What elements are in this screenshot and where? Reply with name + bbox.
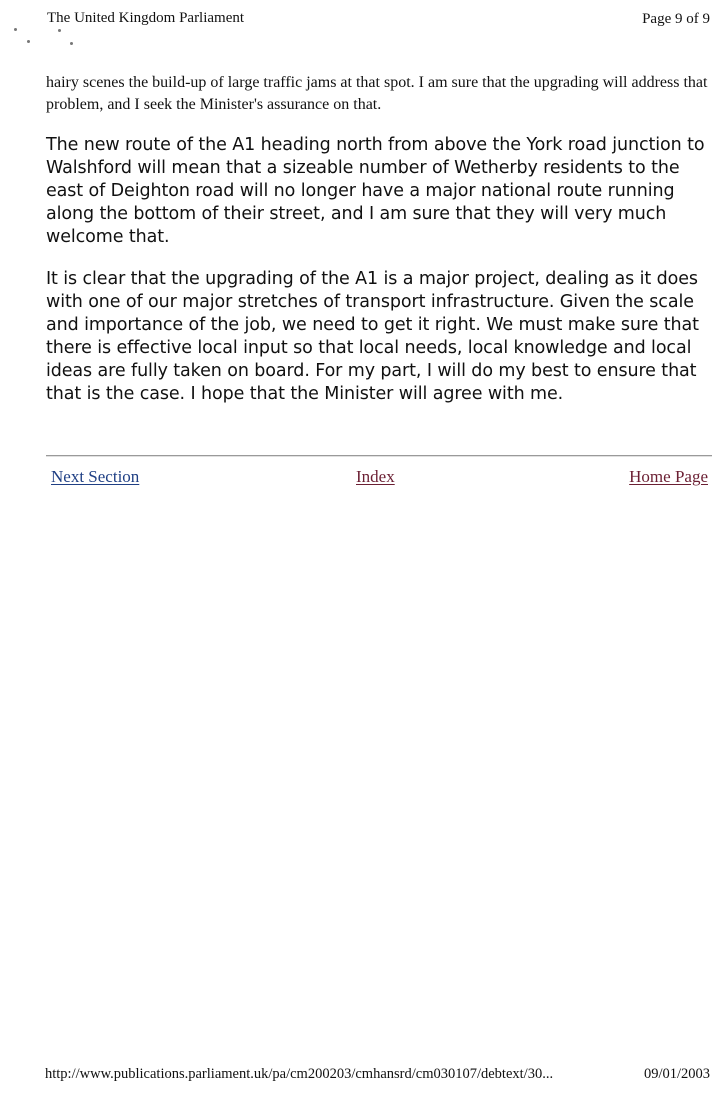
scan-speck [58, 29, 61, 32]
body-paragraph-3: It is clear that the upgrading of the A1 is a major project, dealing as it does with one of our major stretches of transport infrastructure. Given the scale and importance of the job, we need to get it right. We must make sure that there is effective local input so that local needs, local knowledge and local ideas are fully taken on board. For my part, I will do my best to ensure that that is the case. I hope that the Minister will agree with me. [46, 269, 699, 404]
scan-speck [27, 40, 30, 43]
body-paragraph-2: The new route of the A1 heading north from above the York road junction to Walshford will mean that a sizeable number of Wetherby residents to the east of Deighton road will no longer have a major national route running along the bottom of their street, and I am sure that they will very much welcome that. [46, 135, 705, 247]
page-indicator: Page 9 of 9 [642, 11, 710, 27]
site-title: The United Kingdom Parliament [47, 10, 245, 26]
scan-speck [70, 42, 73, 45]
scan-speck [14, 28, 17, 31]
body-paragraph-1: hairy scenes the build-up of large traffic jams at that spot. I am sure that the upgrading will address that problem, and I seek the Minister's assurance on that. [46, 74, 708, 113]
footer-date: 09/01/2003 [643, 1066, 710, 1082]
section-divider [46, 455, 712, 457]
home-page-link[interactable]: Home Page [629, 467, 708, 486]
index-link[interactable]: Index [356, 467, 395, 486]
footer-url: http://www.publications.parliament.uk/pa/cm200203/cmhansrd/cm030107/debtext/30... [45, 1066, 554, 1082]
next-section-link[interactable]: Next Section [51, 467, 140, 486]
